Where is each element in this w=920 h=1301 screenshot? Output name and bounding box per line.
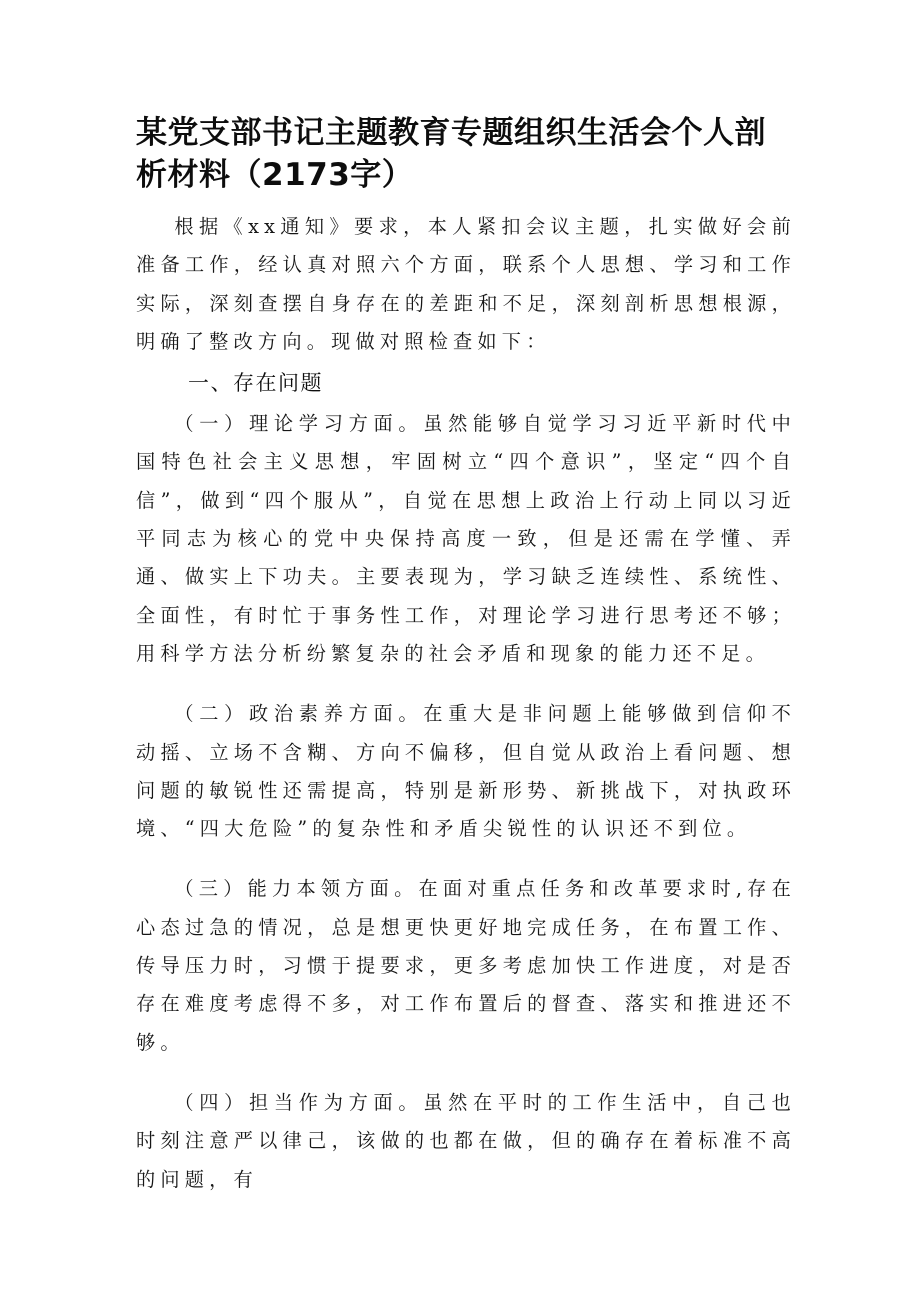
item-paragraph-3: （三）能力本领方面。在面对重点任务和改革要求时,存在心态过急的情况，总是想更快更好地完成任务，在布置工作、传导压力时，习惯于提要求，更多考虑加快工作进度，对是否存在难度考虑得不多，对工作布置后的督查、落实和推进还不够。 bbox=[136, 877, 796, 1054]
item-paragraph-1: （一）理论学习方面。虽然能够自觉学习习近平新时代中国特色社会主义思想，牢固树立“四个意识”，坚定“四个自信”，做到“四个服从”，自觉在思想上政治上行动上同以习近平同志为核心的党中央保持高度一致，但是还需在学懂、弄通、做实上下功夫。主要表现为，学习缺乏连续性、系统性、全面性，有时忙于事务性工作，对理论学习进行思考还不够；用科学方法分析纷繁复杂的社会矛盾和现象的能力还不足。 bbox=[136, 412, 796, 665]
intro-paragraph: 根据《xx通知》要求，本人紧扣会议主题，扎实做好会前准备工作，经认真对照六个方面，联系个人思想、学习和工作实际，深刻查摆自身存在的差距和不足，深刻剖析思想根源，明确了整改方向。现做对照检查如下： bbox=[136, 215, 796, 353]
section-heading: 一、存在问题 bbox=[188, 371, 323, 396]
item-paragraph-4: （四）担当作为方面。虽然在平时的工作生活中，自己也时刻注意严以律己，该做的也都在做，但的确存在着标准不高的问题，有 bbox=[136, 1090, 796, 1191]
document-title: 某党支部书记主题教育专题组织生活会个人剖析材料（2173字） bbox=[136, 115, 766, 193]
item-paragraph-2: （二）政治素养方面。在重大是非问题上能够做到信仰不动摇、立场不含糊、方向不偏移，但自觉从政治上看问题、想问题的敏锐性还需提高，特别是新形势、新挑战下，对执政环境、“四大危险”的复杂性和矛盾尖锐性的认识还不到位。 bbox=[136, 702, 796, 841]
document-body bbox=[136, 112, 796, 1221]
